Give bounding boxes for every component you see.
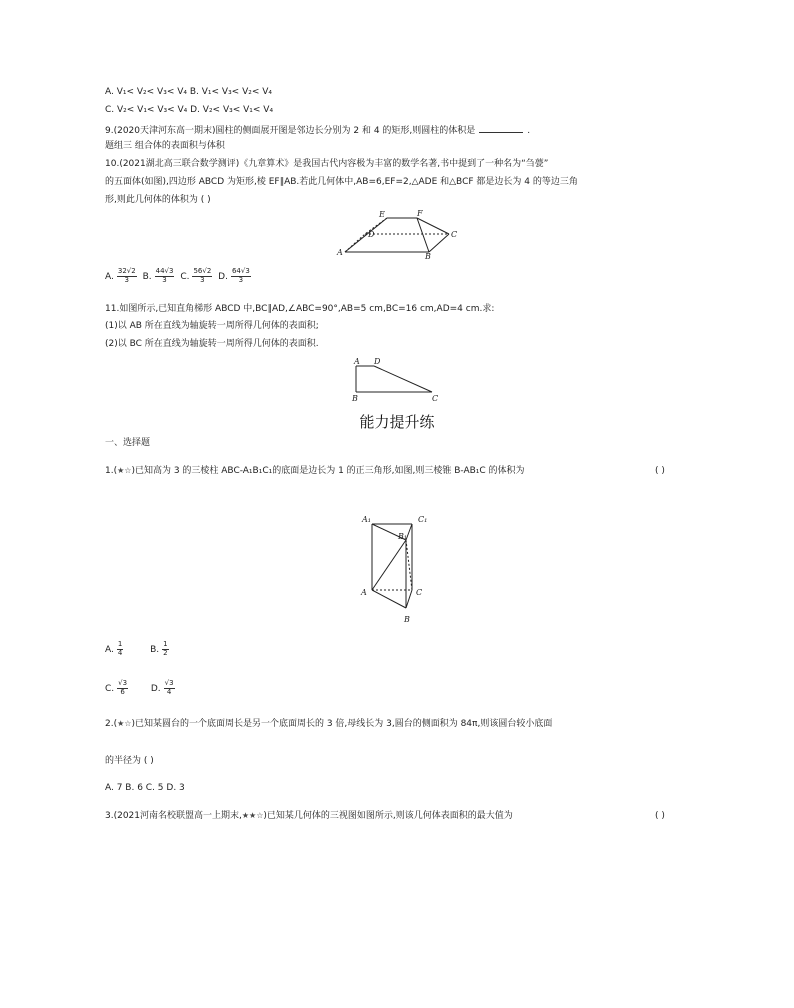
label-f: F [417,209,423,218]
edge-ad [345,234,365,252]
label-d: D [374,357,381,366]
q11-figure [348,356,448,402]
difficulty-stars-icon: ★★☆ [241,811,264,820]
p1-stem: 1.(★☆)已知高为 3 的三棱柱 ABC-A₁B₁C₁的底面是边长为 1 的正三角形,如图,则三棱锥 B-AB₁C 的体积为 [105,466,525,476]
p3-answer-paren[interactable]: ( ) [655,811,665,821]
label-c: C [451,230,458,239]
p1-option-d[interactable]: D. $\frac{√3}{4}$ [150,679,174,696]
section-title: 能力提升练 [359,413,435,431]
label-a: A [361,588,367,597]
q9-stem [105,124,530,137]
edge-bc [406,590,412,608]
q10-line1: 10.(2021湖北高三联合数学测评)《九章算术》是我国古代内容极为丰富的数学名著,书中提到了一种名为“刍甍” [105,159,549,169]
label-b: B [352,394,358,402]
q10-line3: 形,则此几何体的体积为 ( ) [105,195,211,205]
p3-stem: 3.(2021河南名校联盟高一上期末,★★☆)已知某几何体的三视图如图所示,则该几何体表面积的最大值为 [105,811,513,821]
label-a: A [337,248,343,257]
label-b: B [404,615,410,624]
label-c: C [416,588,423,597]
p1-options-ab [105,641,172,657]
edge-dc [374,366,432,392]
label-c: C [432,394,439,402]
p1-option-c[interactable]: C. $\frac{√3}{6}$ [105,679,128,696]
edge-b1c [406,540,412,590]
q11-line3: (2)以 BC 所在直线为轴旋转一周所得几何体的表面积. [105,339,319,349]
edge-ab1 [372,540,406,590]
edge-ab [372,590,406,608]
q10-option-d[interactable]: D. $\frac{64√3}{3}$ [218,267,250,284]
p1-option-a[interactable]: A. $\frac{1}{4}$ [105,640,123,657]
q10-figure [335,208,465,260]
p1-answer-paren[interactable]: ( ) [655,466,665,476]
q10-option-b[interactable]: B. $\frac{44√3}{3}$ [142,267,174,284]
label-a: A [354,357,360,366]
part1-title: 一、选择题 [105,438,151,448]
difficulty-stars-icon: ★☆ [117,719,132,728]
p1-option-b[interactable]: B. $\frac{1}{2}$ [150,640,168,657]
label-b: B [425,252,431,260]
p2-line2: 的半径为 ( ) [105,756,154,766]
q11-line2: (1)以 AB 所在直线为轴旋转一周所得几何体的表面积; [105,321,319,331]
q9-text: 9.(2020天津河东高一期末)圆柱的侧面展开图是邻边长分别为 2 和 4 的矩形,则圆柱的体积是 [105,126,476,136]
q11-line1: 11.如图所示,已知直角梯形 ABCD 中,BC∥AD,∠ABC=90°,AB=5 cm,BC=16 cm,AD=4 cm.求: [105,304,495,314]
p1-options-cd [105,680,178,696]
q10-options [105,268,254,284]
p1-prism-figure [358,512,438,626]
label-e: E [379,210,385,219]
q8-options-cd: C. V₂< V₁< V₃< V₄ D. V₂< V₃< V₁< V₄ [105,105,274,115]
label-b1: B₁ [398,532,408,541]
q10-line2: 的五面体(如图),四边形 ABCD 为矩形,棱 EF∥AB.若此几何体中,AB=6,EF=2,△ADE 和△BCF 都是边长为 4 的等边三角 [105,177,578,187]
p2-stem: 2.(★☆)已知某圆台的一个底面周长是另一个底面周长的 3 倍,母线长为 3,圆台的侧面积为 84π,则该圆台较小底面 [105,719,553,729]
label-c1: C₁ [418,515,428,524]
q9-answer-blank[interactable] [479,124,523,133]
label-d: D [368,230,375,239]
q10-option-c[interactable]: C. $\frac{56√2}{3}$ [180,267,212,284]
group3-title: 题组三 组合体的表面积与体积 [105,141,225,151]
edge-bc [429,234,449,252]
q8-options-ab: A. V₁< V₂< V₃< V₄ B. V₁< V₃< V₂< V₄ [105,87,273,97]
q10-option-a[interactable]: A. $\frac{32√2}{3}$ [105,267,136,284]
q9-end: . [527,126,531,136]
label-a1: A₁ [362,515,371,524]
p2-options[interactable]: A. 7 B. 6 C. 5 D. 3 [105,783,185,793]
difficulty-stars-icon: ★☆ [117,466,132,475]
